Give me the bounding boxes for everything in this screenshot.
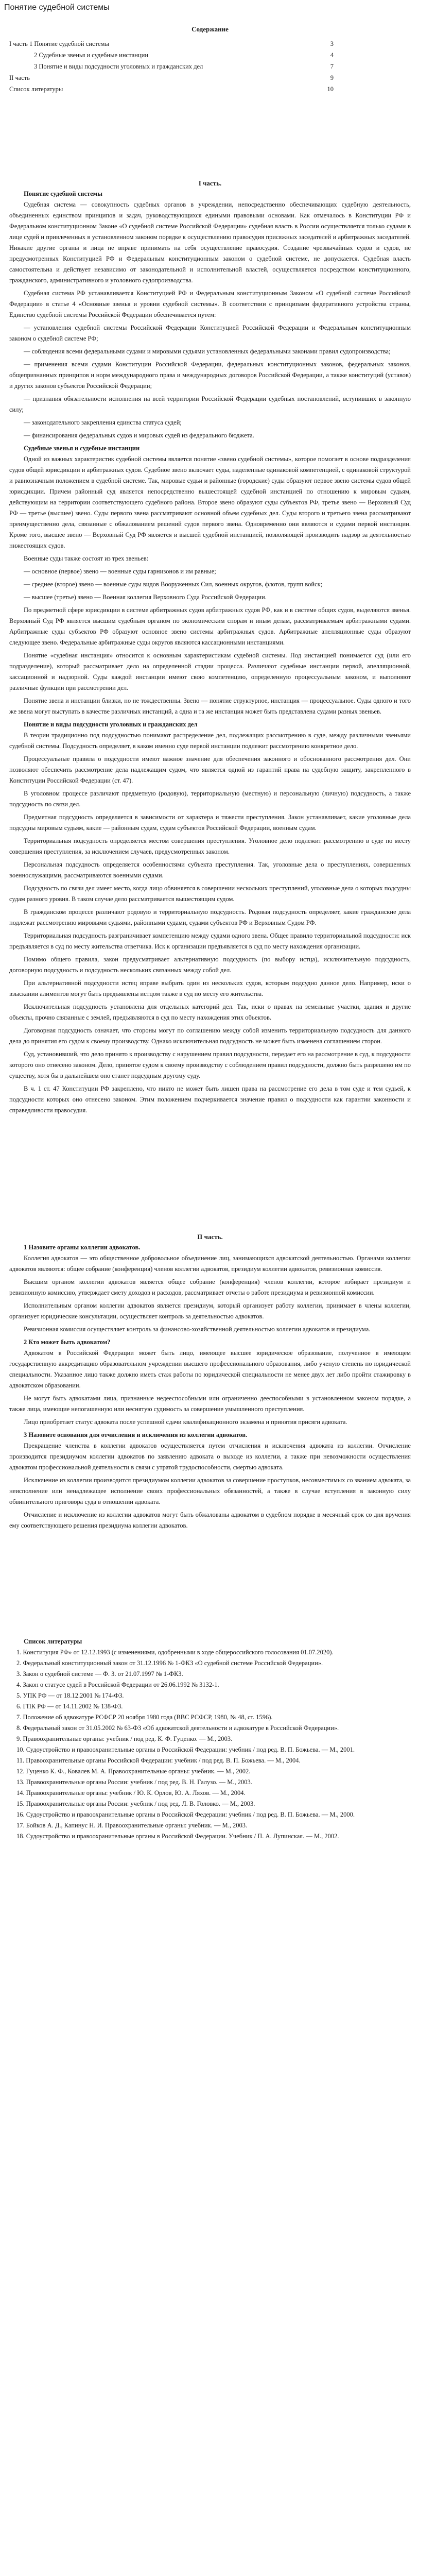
paragraph: Лицо приобретает статус адвоката после успешной сдачи квалификационного экзамена и принятия присяги адвоката. — [24, 1418, 347, 1426]
paragraph: В ч. 1 ст. 47 Конституции РФ закреплено, что никто не может быть лишен права на рассмотрение его дела в том суде и тем судьей, к подсудности которых оно отнесено законом. Этим положением подчеркивается значение правил о подсудности как гарантии законности и справедливости правосудия. — [9, 1085, 411, 1114]
paragraph: Ревизионная комиссия осуществляет контроль за финансово-хозяйственной деятельностью коллегии адвокатов и президиума. — [24, 1326, 371, 1333]
paragraph: Судебная система РФ устанавливается Конституцией РФ и Федеральным конституционным Законом «О судебной системе Российской Федерации» в статье 4 «Основные звенья и уровни судебной системы». В соответствии с принципами федеративного устройства страны, Единство судебной системы Российской Федерации обеспечивается путем: — [9, 290, 411, 318]
bibliography-item: 5. УПК РФ — от 18.12.2001 № 174-ФЗ. — [16, 1692, 124, 1699]
toc-row — [9, 84, 411, 95]
bibliography-item: 16. Судоустройство и правоохранительные органы в Российской Федерации: учебник / под ред. В. П. Божьева. — М., 2000. — [16, 1811, 355, 1818]
paragraph: Персональная подсудность определяется особенностями субъекта преступления. Так, уголовные дела о преступлениях, совершенных военнослужащими, рассматриваются военными судами. — [9, 861, 411, 879]
paragraph: Коллегия адвокатов — это общественное добровольное объединение лиц, занимающихся адвокатской деятельностью. Органами коллегии адвокатов являются: общее собрание (конференция) членов коллегии адвокатов, президиум коллегии адвокатов, ревизионная комиссия. — [9, 1255, 411, 1273]
bibliography-item: 7. Положение об адвокатуре РСФСР 20 ноября 1980 года (ВВС РСФСР, 1980, № 48, ст. 1596). — [16, 1714, 273, 1721]
toc-entry-text: Список литературы — [9, 86, 63, 93]
toc-entry-text: II часть — [9, 74, 30, 81]
toc-row — [9, 39, 411, 50]
bibliography-item: 1. Конституция РФ» от 12.12.1993 (с изменениями, одобренными в ходе общероссийского голосования 01.07.2020). — [16, 1649, 334, 1656]
paragraph: — применения всеми судами Конституции Российской Федерации, федеральных конституционных законов, федеральных законов, общепризнанных принципов и норм международного права и международных договоров Российской Федерации, а также конституций (уставов) и других законов субъектов Российской Федерации; — [9, 361, 411, 389]
part1-section3-text — [9, 730, 411, 1116]
paragraph: По предметной сфере юрисдикции в системе арбитражных судов арбитражных судов РФ, как и в системе общих судов, выделяются звенья. Верховный Суд РФ является высшим судебным органом по экономическим спорам и иным делам, рассматриваемым арбитражными судами. Арбитражные суды субъектов РФ образуют основное звено системы арбитражных судов. Арбитражные апелляционные суды образуют следующее звено. Федеральные арбитражные суды округов являются кассационными инстанциями. — [9, 606, 411, 646]
paragraph: В гражданском процессе различают родовую и территориальную подсудность. Родовая подсудность определяет, какие гражданские дела подлежат рассмотрению мировыми судьями, районными судами, судами субъектов РФ и Верховным Судом РФ. — [9, 908, 411, 926]
toc-row — [9, 50, 411, 61]
paragraph: — установления судебной системы Российской Федерации Конституцией Российской Федерации и Федеральным конституционным законом о судебной системе РФ; — [9, 324, 411, 342]
paragraph: — основное (первое) звено — военные суды гарнизонов и им равные; — [24, 568, 216, 575]
paragraph: Одной из важных характеристик судебной системы является понятие «звено судебной системы», которое помогает в основе подразделения судов общей юрисдикции и арбитражных судов. Судебное звено включает суды, наделенные одинаковой компетенцией, с одинаковой структурой и равнозначным положением в судебной системе. Так, мировые судьи и районные (городские) суды образуют первое звено системы судов общей юрисдикции. Причем районный суд является непосредственно вышестоящей судебной инстанцией по отношению к мировым судьям, действующим на территории соответствующего судебного района. Второе звено образуют суды субъектов РФ, третье звено — Верховный Суд РФ — третье (высшее) звено. Суды первого звена рассматривают основной объем судебных дел. Суды второго и третьего звена рассматривают преимущественно дела, связанные с обжалованием решений судов первого звена. Одновременно они являются и судами первой инстанции. Кроме того, высшее звено — Верховный Суд РФ является и высшей судебной инстанцией, позволяющей производить надзор за деятельностью нижестоящих судов. — [9, 455, 411, 549]
part2-section1-text — [9, 1253, 411, 1335]
paragraph: — среднее (второе) звено — военные суды видов Вооруженных Сил, военных округов, флотов, групп войск; — [24, 581, 323, 588]
paragraph: Исключительная подсудность установлена для отдельных категорий дел. Так, иски о правах на земельные участки, здания и другие объекты, прочно связанные с землей, предъявляются в суд по месту нахождения этих объектов. — [9, 1003, 411, 1021]
paragraph: Прекращение членства в коллегии адвокатов осуществляется путем отчисления и исключения адвоката из коллегии. Отчисление производится президиумом коллегии адвокатов по заявлению адвоката о выходе из коллегии, а также при невозможности осуществления адвокатом профессиональной деятельности в связи с утратой трудоспособности, смертью адвоката. — [9, 1442, 411, 1471]
paragraph: Территориальная подсудность разграничивает компетенцию между судами одного звена. Общее правило территориальной подсудности: иск предъявляется в суд по месту жительства ответчика. Иск к организации предъявляется в суд по месту нахождения организации. — [9, 932, 411, 950]
toc-entry-page: 7 — [330, 63, 334, 70]
toc-entry-text: 3 Понятие и виды подсудности уголовных и гражданских дел — [34, 63, 203, 70]
part1-section1-heading: Понятие судебной системы — [24, 190, 102, 197]
paragraph: Подсудность по связи дел имеет место, когда лицо обвиняется в совершении нескольких преступлений, уголовные дела о которых подсудны судам разного уровня. В таком случае дело рассматривается вышестоящим судом. — [9, 885, 411, 903]
paragraph: — высшее (третье) звено — Военная коллегия Верховного Суда Российской Федерации. — [24, 594, 267, 601]
paragraph: Понятие звена и инстанции близки, но не тождественны. Звено — понятие структурное, инстанция — процессуальное. Суды одного и того же звена могут выступать в качестве различных инстанций, а одна и та же инстанция может быть представлена судами разных звеньев. — [9, 697, 411, 715]
paragraph: Предметная подсудность определяется в зависимости от характера и тяжести преступления. Закон устанавливает, какие уголовные дела подсудны мировым судьям, какие — районным судам, судам субъектов Российской Федерации, военным судам. — [9, 814, 411, 832]
bibliography-item: 13. Правоохранительные органы России: учебник / под ред. В. Н. Галузо. — М., 2003. — [16, 1778, 252, 1786]
paragraph: В уголовном процессе различают предметную (родовую), территориальную (местную) и персональную (личную) подсудность, а также подсудность по связи дел. — [9, 790, 411, 808]
bibliography-item: 8. Федеральный закон от 31.05.2002 № 63-ФЗ «Об адвокатской деятельности и адвокатуре в Российской Федерации». — [16, 1724, 339, 1732]
paragraph: Адвокатом в Российской Федерации может быть лицо, имеющее высшее юридическое образование, полученное в имеющем государственную аккредитацию образовательном учреждении высшего профессионального образования, либо ученую степень по юридической специальности. Указанное лицо также должно иметь стаж работы по юридической специальности не менее двух лет либо пройти стажировку в адвокатском образовании. — [9, 1349, 411, 1389]
paragraph: — соблюдения всеми федеральными судами и мировыми судьями установленных федеральными законами правил судопроизводства; — [24, 348, 391, 355]
bibliography-item: 18. Судоустройство и правоохранительные органы в Российской Федерации. Учебник / П. А. Лупинская. — М., 2002. — [16, 1833, 339, 1840]
part2-section3-heading: 3 Назовите основания для отчисления и исключения из коллегии адвокатов. — [24, 1431, 248, 1438]
page-title: Понятие судебной системы — [4, 3, 110, 12]
toc-row — [9, 73, 411, 84]
toc-entry-text: 2 Судебные звенья и судебные инстанции — [34, 52, 149, 59]
paragraph: Отчисление и исключение из коллегии адвокатов могут быть обжалованы адвокатом в судебном порядке в месячный срок со дня вручения ему соответствующего решения президиума коллегии адвокатов. — [9, 1511, 411, 1529]
page-break — [9, 1533, 411, 1636]
paragraph: При альтернативной подсудности истец вправе выбрать один из нескольких судов, которым подсудно данное дело. Например, иски о взыскании алиментов могут быть предъявлены истцом также в суд по месту его жительства. — [9, 979, 411, 997]
bibliography-item: 15. Правоохранительные органы России: учебник / под ред. Л. В. Головко. — М., 2003. — [16, 1800, 255, 1807]
paragraph: Не могут быть адвокатами лица, признанные недееспособными или ограниченно дееспособными в установленном законом порядке, а также лица, имеющие непогашенную или неснятую судимость за совершение умышленного преступления. — [9, 1395, 411, 1413]
paragraph: Суд, установивший, что дело принято к производству с нарушением правил подсудности, передает его на рассмотрение в суд, к подсудности которого оно отнесено законом. Дело, принятое судом к своему производству с соблюдением правил подсудности, должно быть разрешено им по существу, хотя бы в дальнейшем оно станет подсудным другому суду. — [9, 1050, 411, 1079]
part1-heading: I часть. — [198, 179, 222, 187]
paragraph: Территориальная подсудность определяется местом совершения преступления. Уголовное дело подлежит рассмотрению в суде по месту совершения преступления, за исключением случаев, предусмотренных законом. — [9, 837, 411, 855]
paragraph: Договорная подсудность означает, что стороны могут по соглашению между собой изменить территориальную подсудность для данного дела до принятия его судом к своему производству. Однако исключительная подсудность не может быть изменена соглашением сторон. — [9, 1027, 411, 1045]
paragraph: Судебная система — совокупность судебных органов в учреждении, непосредственно обеспечивающих судебную деятельность, объединенных единством принципов и задач, руководствующихся едиными правовыми основами. Как отмечалось в Конституции РФ и Федеральном конституционном Законе «О судебной системе Российской Федерации» судебная власть в России осуществляется только судами в лице судей и привлеченных в установленном законом порядке к осуществлению правосудия присяжных заседателей и арбитражных заседателей. Никакие другие органы и лица не вправе принимать на себя осуществление правосудия. Создание чрезвычайных судов и судов, не предусмотренных Конституцией РФ и Федеральным конституционным законом о судебной системе, не допускается. Судебная власть самостоятельна и действует независимо от законодательной и исполнительной властей, осуществляется посредством конституционного, гражданского, административного и уголовного судопроизводства. — [9, 201, 411, 284]
bibliography-item: 10. Судоустройство и правоохранительные органы в Российской Федерации: учебник / под ред. В. П. Божьева. — М., 2001. — [16, 1746, 355, 1753]
paragraph: Исключение из коллегии производится президиумом коллегии адвокатов за совершение проступков, несовместимых со званием адвоката, за неисполнение или ненадлежащее исполнение своих профессиональных обязанностей, а также в случае вступления в законную силу обвинительного приговора суда в отношении адвоката. — [9, 1477, 411, 1505]
bibliography-item: 3. Закон о судебной системе — Ф. З. от 21.07.1997 № 1-ФКЗ. — [16, 1670, 183, 1677]
part2-section2-text — [9, 1348, 411, 1428]
part2-section3-text — [9, 1440, 411, 1531]
paragraph: Исполнительным органом коллегии адвокатов является президиум, который организует работу коллегии, принимает в члены коллегии, организует юридические консультации, осуществляет контроль за деятельностью адвокатов. — [9, 1302, 411, 1320]
bibliography-item: 6. ГПК РФ — от 14.11.2002 № 138-ФЗ. — [16, 1703, 123, 1710]
paragraph: Процессуальные правила о подсудности имеют важное значение для обеспечения законного и обоснованного рассмотрения дел. Они позволяют обеспечить рассмотрение дела надлежащим судом, что является одной из гарантий права на судебную защиту, закрепленного в Конституции Российской Федерации (ст. 47). — [9, 755, 411, 784]
bibliography-item: 9. Правоохранительные органы: учебник / под ред. К. Ф. Гуценко. — М., 2003. — [16, 1735, 233, 1742]
part1-section2-heading: Судебные звенья и судебные инстанции — [24, 445, 140, 452]
bibliography-item: 11. Правоохранительные органы Российской Федерации: учебник / под ред. В. П. Божьева. — М., 2004. — [16, 1757, 301, 1764]
bibliography-heading: Список литературы — [24, 1638, 82, 1645]
bibliography-list — [9, 1647, 411, 1842]
part1-section2-text — [9, 454, 411, 717]
paragraph: Понятие «судебная инстанция» относится к основным характеристикам судебной системы. Под инстанцией понимается суд (или его подразделение), который рассматривает дело на определенной стадии процесса. Различают судебные инстанции первой, апелляционной, кассационной и надзорной. Суды каждой инстанции имеют свою компетенцию, определенную процессуальным законом, и выполняют различные функции при рассмотрении дел. — [9, 652, 411, 691]
paragraph: — законодательного закрепления единства статуса судей; — [24, 419, 182, 426]
part2-section1-heading: 1 Назовите органы коллегии адвокатов. — [24, 1244, 141, 1251]
page-break — [9, 1118, 411, 1231]
page-break — [9, 95, 411, 178]
toc-list — [9, 39, 411, 95]
toc-entry-page: 10 — [327, 86, 334, 93]
part2-section2-heading: 2 Кто может быть адвокатом? — [24, 1338, 111, 1346]
table-of-contents — [9, 24, 411, 95]
bibliography-item: 14. Правоохранительные органы: учебник / Ю. К. Орлов, Ю. А. Ляхов. — М., 2004. — [16, 1789, 246, 1797]
paragraph: Военные суды также состоят из трех звеньев: — [24, 555, 149, 562]
paragraph: В теории традиционно под подсудностью понимают распределение дел, подлежащих рассмотрению в суде, между различными звеньями судебной системы. Подсудность определяет, в каком именно суде первой инстанции подлежит рассмотрению конкретное дело. — [9, 732, 411, 750]
bibliography-item: 2. Федеральный конституционный закон от 31.12.1996 № 1-ФКЗ «О судебной системе Российской Федерации». — [16, 1659, 323, 1667]
paragraph: Высшим органом коллегии адвокатов является общее собрание (конференция) членов коллегии, которое избирает президиум и ревизионную комиссию, утверждает смету доходов и расходов, рассматривает отчеты о работе президиума и ревизионной комиссии. — [9, 1278, 411, 1296]
toc-entry-page: 9 — [330, 74, 334, 81]
paragraph: — признания обязательности исполнения на всей территории Российской Федерации судебных постановлений, вступивших в законную силу; — [9, 395, 411, 413]
toc-entry-page: 4 — [330, 52, 334, 59]
toc-row — [9, 61, 411, 73]
bibliography-item: 12. Гуценко К. Ф., Ковалев М. А. Правоохранительные органы: учебник. — М., 2002. — [16, 1768, 251, 1775]
part1-section3-heading: Понятие и виды подсудности уголовных и гражданских дел — [24, 721, 198, 728]
bibliography-item: 17. Бойков А. Д., Капинус Н. И. Правоохранительные органы: учебник. — М., 2003. — [16, 1822, 248, 1829]
paragraph: — финансирования федеральных судов и мировых судей из федерального бюджета. — [24, 432, 254, 439]
bibliography-item: 4. Закон о статусе судей в Российской Федерации от 26.06.1992 № 3132-1. — [16, 1681, 219, 1688]
paragraph: Помимо общего правила, закон предусматривает альтернативную подсудность (по выбору истца), исключительную подсудность, договорную подсудность и подсудность нескольких связанных между собой дел. — [9, 956, 411, 974]
toc-heading: Содержание — [191, 25, 229, 33]
part2-heading: II часть. — [197, 1233, 223, 1241]
toc-entry-page: 3 — [330, 40, 334, 47]
toc-entry-text: I часть 1 Понятие судебной системы — [9, 40, 109, 47]
document-body — [9, 24, 411, 1842]
part1-section1-text — [9, 199, 411, 441]
